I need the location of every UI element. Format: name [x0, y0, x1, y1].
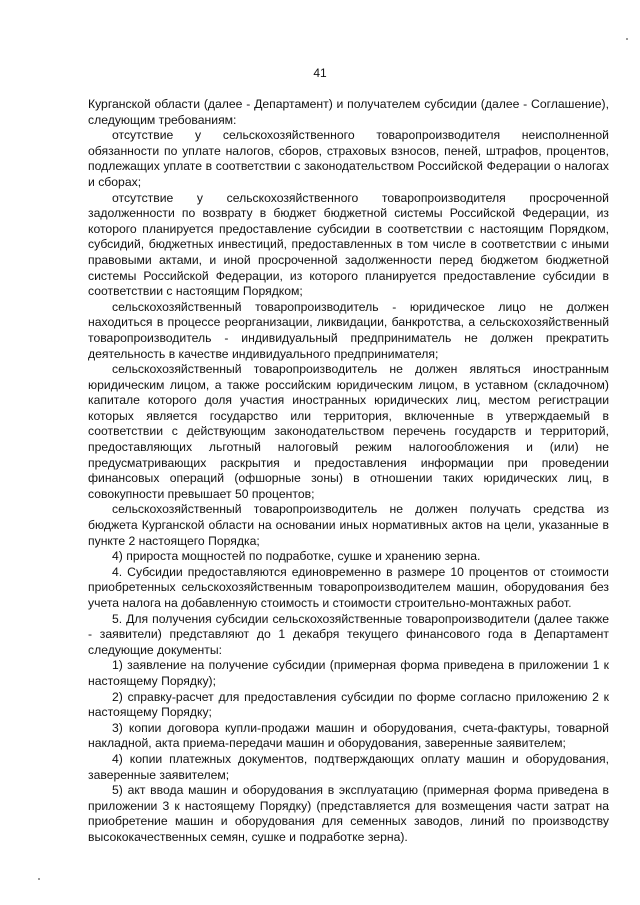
paragraph: 1) заявление на получение субсидии (примерная форма приведена в приложении 1 к настоящему Порядку); [88, 658, 609, 688]
paragraph: 5) акт ввода машин и оборудования в эксплуатацию (примерная форма приведена в приложении 3 к настоящему Порядку) (представляется для возмещения части затрат на приобретение машин и оборудования для семенных заводов, линий по производству высококачественных семян, сушке и подработке зерна). [88, 783, 609, 844]
paragraph: 4. Субсидии предоставляются единовременно в размере 10 процентов от стоимости приобретенных сельскохозяйственным товаропроизводителем машин, оборудования без учета налога на добавленную стоимость и стоимости строительно-монтажных работ. [88, 564, 609, 610]
paragraph: отсутствие у сельскохозяйственного товаропроизводителя неисполненной обязанности по уплате налогов, сборов, страховых взносов, пеней, штрафов, процентов, подлежащих уплате в соответствии с законодательством Российской Федерации о налогах и сборах; [88, 128, 609, 189]
scan-mark [38, 878, 40, 880]
paragraph: 5. Для получения субсидии сельскохозяйственные товаропроизводители (далее также - заявители) представляют до 1 декабря текущего финансового года в Департамент следующие документы: [88, 611, 609, 657]
paragraph: отсутствие у сельскохозяйственного товаропроизводителя просроченной задолженности по возврату в бюджет бюджетной системы Российской Федерации, из которого планируется предоставление субсидии в соответствии с настоящим Порядком, субсидий, бюджетных инвестиций, предоставленных в том числе в соответствии с иными правовыми актами, и иной просроченной задолженности перед бюджетом бюджетной системы Российской Федерации, из которого планируется предоставление субсидии в соответствии с настоящим Порядком; [88, 190, 609, 299]
paragraph: 2) справку-расчет для предоставления субсидии по форме согласно приложению 2 к настоящему Порядку; [88, 689, 609, 720]
paragraph: сельскохозяйственный товаропроизводитель - юридическое лицо не должен находиться в процессе реорганизации, ликвидации, банкротства, а сельскохозяйственный товаропроизводитель - индивидуальный предприниматель не должен прекратить деятельность в качестве индивидуального предпринимателя; [88, 299, 609, 361]
paragraph: сельскохозяйственный товаропроизводитель не должен являться иностранным юридическим лицом, а также российским юридическим лицом, в уставном (складочном) капитале которого доля участия иностранных юридических лиц, местом регистрации которых является государство или территория, включенные в утверждаемый в соответствии с действующим законодательством перечень государств и территорий, предоставляющих льготный налоговый режим налогообложения и (или) не предусматривающих раскрытия и предоставления информации при проведении финансовых операций (офшорные зоны) в отношении таких юридических лиц, в совокупности превышает 50 процентов; [88, 362, 609, 501]
paragraph: 4) прироста мощностей по подработке, сушке и хранению зерна. [112, 549, 481, 564]
paragraph: 3) копии договора купли-продажи машин и оборудования, счета-фактуры, товарной накладной, акта приема-передачи машин и оборудования, заверенные заявителем; [88, 720, 609, 751]
paragraph: 4) копии платежных документов, подтверждающих оплату машин и оборудования, заверенные заявителем; [88, 751, 609, 782]
scan-mark [626, 38, 628, 40]
paragraph: сельскохозяйственный товаропроизводитель не должен получать средства из бюджета Курганской области на основании иных нормативных актов на цели, указанные в пункте 2 настоящего Порядка; [88, 502, 609, 548]
paragraph: Курганской области (далее - Департамент) и получателем субсидии (далее - Соглашение), следующим требованиям: [88, 97, 609, 127]
page-number: 41 [313, 66, 327, 80]
document-body [88, 97, 609, 846]
